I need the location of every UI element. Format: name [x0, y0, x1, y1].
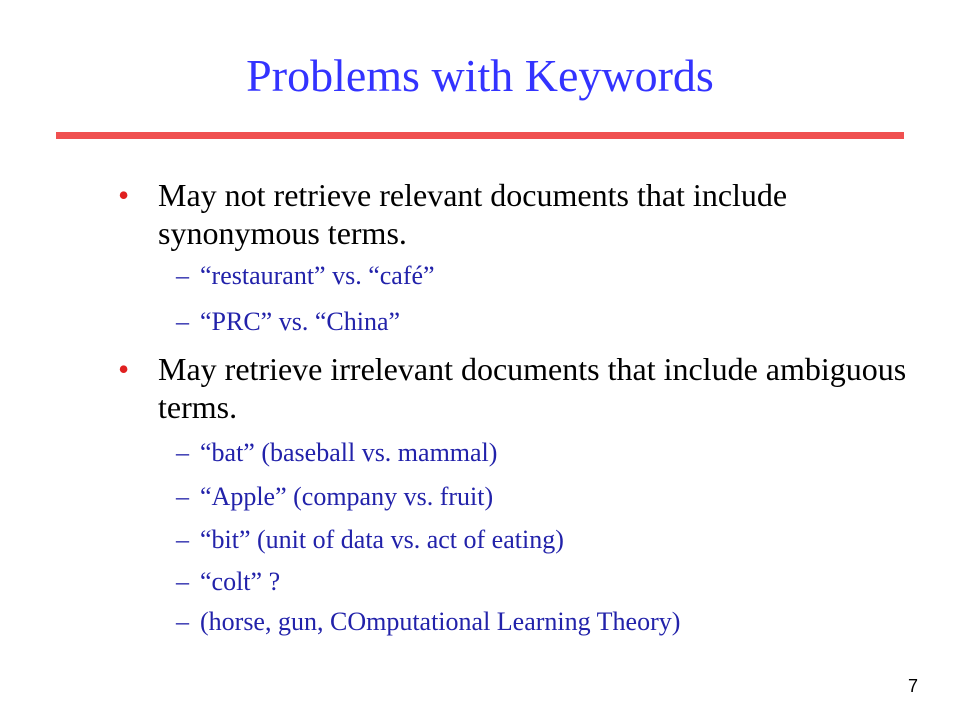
page-number: 7 — [907, 676, 918, 696]
sub-item — [176, 481, 916, 513]
sub-item-text: “colt” ? — [200, 567, 281, 596]
sub-item-text: “Apple” (company vs. fruit) — [200, 482, 494, 511]
sub-item — [176, 260, 916, 292]
bullet-text: May not retrieve relevant documents that include synonymous terms. — [158, 177, 788, 251]
slide-title: Problems with Keywords — [246, 50, 714, 101]
sub-item-marker: – — [176, 438, 189, 467]
sub-item — [176, 437, 916, 469]
sub-item — [176, 566, 916, 598]
sub-item-marker: – — [176, 567, 189, 596]
bullet-marker: • — [118, 177, 130, 213]
sub-item-marker: – — [176, 307, 189, 336]
bullet-text: May retrieve irrelevant documents that include ambiguous terms. — [158, 351, 907, 425]
sub-item-marker: – — [176, 482, 189, 511]
sub-item — [176, 606, 916, 638]
sub-item-text: (horse, gun, COmputational Learning Theory) — [200, 607, 681, 636]
sub-item-text: “bat” (baseball vs. mammal) — [200, 438, 498, 467]
sub-item-marker: – — [176, 525, 189, 554]
bullet-item-ambiguity — [118, 350, 908, 426]
bullet-marker: • — [118, 351, 130, 387]
sub-item-marker: – — [176, 261, 189, 290]
sub-item-text: “PRC” vs. “China” — [200, 307, 401, 336]
sub-item-text: “restaurant” vs. “café” — [200, 261, 435, 290]
bullet-item-synonyms — [118, 176, 908, 252]
sub-item — [176, 306, 916, 338]
sub-item-text: “bit” (unit of data vs. act of eating) — [200, 525, 564, 554]
sub-item-marker: – — [176, 607, 189, 636]
sub-item — [176, 524, 916, 556]
